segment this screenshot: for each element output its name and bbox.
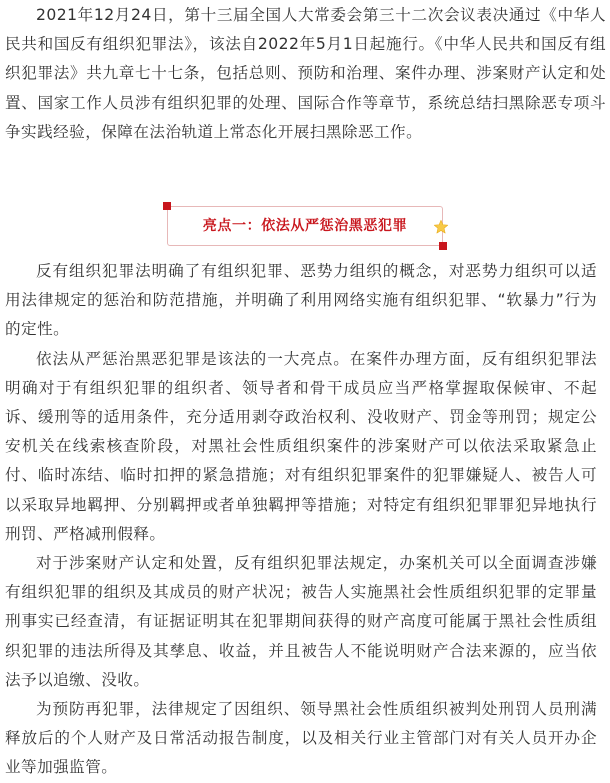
section-heading-title: 亮点一：依法从严惩治黑恶犯罪: [202, 218, 408, 234]
article-body: [0, 257, 601, 783]
star-icon: [433, 219, 449, 235]
body-paragraph-1: 反有组织犯罪法明确了有组织犯罪、恶势力组织的概念，对恶势力组织可以适用法律规定的惩治和防范措施，并明确了利用网络实施有组织犯罪、“软暴力”行为的定性。: [5, 262, 597, 339]
intro-paragraph: 2021年12月24日，第十三届全国人大常委会第三十二次会议表决通过《中华人民共和国反有组织犯罪法》，该法自2022年5月1日起施行。《中华人民共和国反有组织犯罪法》共九章七十七条，包括总则、预防和治理、案件办理、涉案财产认定和处置、国家工作人员涉有组织犯罪的处理、国际合作等章节，系统总结扫黑除恶专项斗争实践经验，保障在法治轨道上常态化开展扫黑除恶工作。: [5, 6, 606, 141]
body-paragraph-3: 对于涉案财产认定和处置，反有组织犯罪法规定，办案机关可以全面调查涉嫌有组织犯罪的组织及其成员的财产状况；被告人实施黑社会性质组织犯罪的定罪量刑事实已经查清，有证据证明其在犯罪期间获得的财产高度可能属于黑社会性质组织犯罪的违法所得及其孳息、收益，并且被告人不能说明财产合法来源的，应当依法予以追缴、没收。: [5, 554, 597, 689]
body-paragraph-2: 依法从严惩治黑恶犯罪是该法的一大亮点。在案件办理方面，反有组织犯罪法明确对于有组织犯罪的组织者、领导者和骨干成员应当严格掌握取保候审、不起诉、缓刑等的适用条件，充分适用剥夺政治权利、没收财产、罚金等刑罚；规定公安机关在线索核查阶段，对黑社会性质组织案件的涉案财产可以依法采取紧急止付、临时冻结、临时扣押的紧急措施；对有组织犯罪案件的犯罪嫌疑人、被告人可以采取异地羁押、分别羁押或者单独羁押等措施；对特定有组织犯罪罪犯异地执行刑罚、严格减刑假释。: [5, 349, 597, 543]
body-paragraph-4: 为预防再犯罪，法律规定了因组织、领导黑社会性质组织被判处刑罚人员刑满释放后的个人财产及日常活动报告制度，以及相关行业主管部门对有关人员开办企业等加强监管。: [5, 700, 597, 777]
section-heading-box: [167, 206, 443, 246]
